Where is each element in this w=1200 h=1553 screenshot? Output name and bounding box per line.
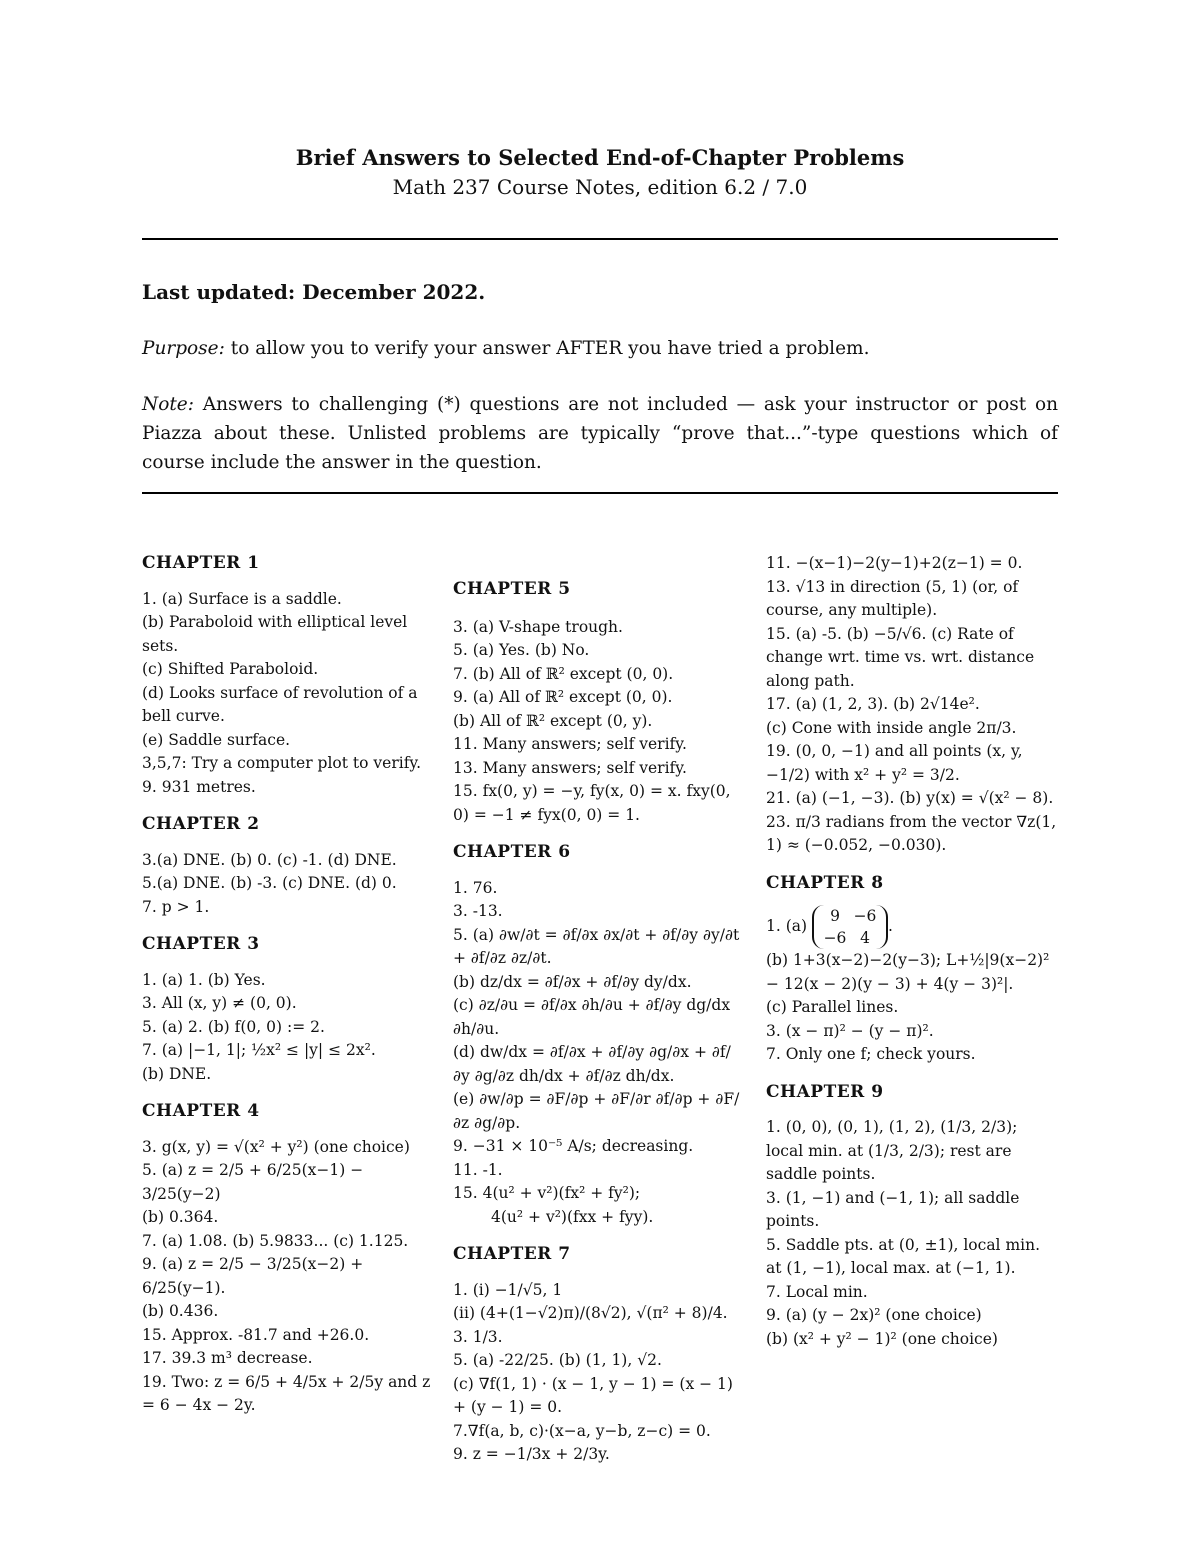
note-text: Answers to challenging (*) questions are not included — ask your instructor or post on Piazza about these. Unlisted problems are typically “prove that...”-type questions which of course include the answer in the question. xyxy=(142,394,1058,473)
ch5-answer: 5. (a) Yes. (b) No. xyxy=(453,641,590,659)
ch4-answer: 15. Approx. -81.7 and +26.0. xyxy=(142,1325,370,1344)
ch7-answer: 7.∇f(a, b, c)·(x−a, y−b, z−c) = 0. xyxy=(453,1421,711,1440)
ch6-answer: (d) dw/dx = ∂f/∂x + ∂f/∂y ∂g/∂x + ∂f/∂y ∂g/∂z dh/dx + ∂f/∂z dh/dx. xyxy=(453,1043,731,1085)
ch2-answer: 3.(a) DNE. (b) 0. (c) -1. (d) DNE. xyxy=(142,850,397,869)
ch4-answer: 17. 39.3 m³ decrease. xyxy=(142,1349,313,1367)
ch6-answer: 4(u² + v²)(fxx + fyy). xyxy=(491,1207,654,1226)
column-3 xyxy=(766,552,1058,1351)
ch7-answer: 13. √13 in direction (5, 1) (or, of course, any multiple). xyxy=(766,577,1019,619)
ch6-answer: 5. (a) ∂w/∂t = ∂f/∂x ∂x/∂t + ∂f/∂y ∂y/∂t + ∂f/∂z ∂z/∂t. xyxy=(453,925,740,967)
note-label: Note: xyxy=(142,394,194,415)
ch6-answer: 15. 4(u² + v²)(fx² + fy²); xyxy=(453,1184,641,1202)
ch4-answer: (b) 0.364. xyxy=(142,1208,219,1226)
ch4-answer: (b) 0.436. xyxy=(142,1302,219,1320)
document-title: Brief Answers to Selected End-of-Chapter Problems xyxy=(295,145,905,170)
ch4-answer: 7. (a) 1.08. (b) 5.9833... (c) 1.125. xyxy=(142,1231,409,1250)
ch6-answer: 9. −31 × 10⁻⁵ A/s; decreasing. xyxy=(453,1137,694,1155)
ch4-answer: 3. g(x, y) = √(x² + y²) (one choice) xyxy=(142,1137,410,1156)
ch5-answer: 7. (b) All of ℝ² except (0, 0). xyxy=(453,664,674,683)
ch6-answer: 1. 76. xyxy=(453,878,498,897)
ch8-answer: (c) Parallel lines. xyxy=(766,998,899,1016)
ch1-answer: (b) Paraboloid with elliptical level sets. xyxy=(142,613,408,655)
ch4-answer: 5. (a) z = 2/5 + 6/25(x−1) − 3/25(y−2) xyxy=(142,1161,364,1203)
ch8-answer: 1. (a) 9 −6 −6 4. xyxy=(766,907,893,947)
chapter-1-heading: CHAPTER 1 xyxy=(142,553,260,573)
matrix-entry: 9 xyxy=(830,907,840,925)
ch7-answer: 15. (a) -5. (b) −5/√6. (c) Rate of change wrt. time vs. wrt. distance along path. xyxy=(766,624,1035,690)
ch7-answer: 1. (i) −1/√5, 1 xyxy=(453,1280,563,1299)
matrix-entry: −6 xyxy=(823,929,847,947)
ch1-answer: (d) Looks surface of revolution of a bell curve. xyxy=(142,683,418,725)
matrix xyxy=(812,905,888,949)
ch7-answer: (c) ∇f(1, 1) · (x − 1, y − 1) = (x − 1) + (y − 1) = 0. xyxy=(453,1374,733,1416)
chapter-9-heading: CHAPTER 9 xyxy=(766,1081,884,1102)
chapter-3-heading: CHAPTER 3 xyxy=(142,934,260,954)
last-updated: Last updated: December 2022. xyxy=(142,280,486,304)
document-subtitle: Math 237 Course Notes, edition 6.2 / 7.0 xyxy=(392,175,808,199)
chapter-5-heading: CHAPTER 5 xyxy=(453,579,571,599)
ch7-answer: 19. (0, 0, −1) and all points (x, y, −1/2) with x² + y² = 3/2. xyxy=(766,742,1023,784)
ch7-answer: 21. (a) (−1, −3). (b) y(x) = √(x² − 8). xyxy=(766,789,1054,807)
chapter-7-heading: CHAPTER 7 xyxy=(453,1244,571,1264)
ch5-answer: 9. (a) All of ℝ² except (0, 0). xyxy=(453,688,673,706)
ch1-answer: 9. 931 metres. xyxy=(142,777,256,796)
purpose-text: to allow you to verify your answer AFTER you have tried a problem. xyxy=(224,338,870,359)
ch1-answer: (c) Shifted Paraboloid. xyxy=(142,660,319,678)
ch9-answer: 7. Local min. xyxy=(766,1282,868,1301)
ch9-answer: 9. (a) (y − 2x)² (one choice) xyxy=(766,1306,982,1324)
ch9-answer: 1. (0, 0), (0, 1), (1, 2), (1/3, 2/3); local min. at (1/3, 2/3); rest are saddle points. xyxy=(766,1118,1018,1183)
bottom-divider xyxy=(142,492,1058,494)
ch9-answer: 5. Saddle pts. at (0, ±1), local min. at (1, −1), local max. at (−1, 1). xyxy=(766,1235,1041,1277)
ch7-answer: 5. (a) -22/25. (b) (1, 1), √2. xyxy=(453,1351,662,1369)
ch7-answer: 17. (a) (1, 2, 3). (b) 2√14e². xyxy=(766,695,980,713)
ch3-answer: 3. All (x, y) ≠ (0, 0). xyxy=(142,994,297,1012)
top-divider xyxy=(142,238,1058,240)
chapter-8-heading: CHAPTER 8 xyxy=(766,872,884,893)
ch1-answer: (e) Saddle surface. xyxy=(142,730,291,749)
ch7-answer: 11. −(x−1)−2(y−1)+2(z−1) = 0. xyxy=(766,554,1023,572)
ch8-answer: 7. Only one f; check yours. xyxy=(766,1045,976,1063)
ch5-answer: 3. (a) V-shape trough. xyxy=(453,617,623,636)
ch6-answer: (e) ∂w/∂p = ∂F/∂p + ∂F/∂r ∂f/∂p + ∂F/∂z ∂g/∂p. xyxy=(453,1090,740,1132)
column-1 xyxy=(142,552,434,1418)
note-paragraph xyxy=(142,390,1058,477)
purpose-paragraph xyxy=(142,334,1058,363)
chapter-6-heading: CHAPTER 6 xyxy=(453,842,571,862)
chapter-2-heading: CHAPTER 2 xyxy=(142,814,260,834)
ch6-answer: 3. -13. xyxy=(453,902,503,920)
ch3-answer: 7. (a) |−1, 1|; ½x² ≤ |y| ≤ 2x². xyxy=(142,1041,376,1059)
ch3-answer: (b) DNE. xyxy=(142,1064,212,1083)
ch5-answer: 11. Many answers; self verify. xyxy=(453,735,687,753)
purpose-label: Purpose: xyxy=(142,338,225,359)
ch4-answer: 19. Two: z = 6/5 + 4/5x + 2/5y and z = 6 − 4x − 2y. xyxy=(142,1372,431,1414)
ch1-answer: 3,5,7: Try a computer plot to verify. xyxy=(142,754,422,772)
ch6-answer: 11. -1. xyxy=(453,1160,503,1179)
ch5-answer: 13. Many answers; self verify. xyxy=(453,758,687,777)
ch9-answer: (b) (x² + y² − 1)² (one choice) xyxy=(766,1329,998,1348)
ch3-answer: 5. (a) 2. (b) f(0, 0) := 2. xyxy=(142,1017,325,1036)
ch2-answer: 7. p > 1. xyxy=(142,897,210,916)
ch5-answer: 15. fx(0, y) = −y, fy(x, 0) = x. fxy(0, 0) = −1 ≠ fyx(0, 0) = 1. xyxy=(453,782,731,824)
matrix-entry: −6 xyxy=(853,907,877,925)
ch4-answer: 9. (a) z = 2/5 − 3/25(x−2) + 6/25(y−1). xyxy=(142,1255,364,1297)
ch5-answer: (b) All of ℝ² except (0, y). xyxy=(453,711,653,730)
ch9-answer: 3. (1, −1) and (−1, 1); all saddle points. xyxy=(766,1188,1020,1230)
ch8-answer: 3. (x − π)² − (y − π)². xyxy=(766,1021,934,1040)
matrix-entry: 4 xyxy=(860,929,870,947)
ch6-answer: (b) dz/dx = ∂f/∂x + ∂f/∂y dy/dx. xyxy=(453,972,692,991)
ch7-answer: (c) Cone with inside angle 2π/3. xyxy=(766,718,1017,737)
ch1-answer: 1. (a) Surface is a saddle. xyxy=(142,589,342,608)
ch7-answer: 23. π/3 radians from the vector ∇z(1, 1) ≈ (−0.052, −0.030). xyxy=(766,812,1057,854)
ch7-answer: 9. z = −1/3x + 2/3y. xyxy=(453,1445,610,1463)
ch2-answer: 5.(a) DNE. (b) -3. (c) DNE. (d) 0. xyxy=(142,874,397,892)
ch3-answer: 1. (a) 1. (b) Yes. xyxy=(142,970,266,989)
column-2 xyxy=(453,578,745,1467)
ch6-answer: (c) ∂z/∂u = ∂f/∂x ∂h/∂u + ∂f/∂y dg/dx ∂h/∂u. xyxy=(453,996,731,1038)
ch8-answer-label: 1. (a) xyxy=(766,917,808,935)
ch7-answer: (ii) (4+(1−√2)π)/(8√2), √(π² + 8)/4. 3. 1/3. xyxy=(453,1304,728,1346)
ch8-answer: (b) 1+3(x−2)−2(y−3); L+½|9(x−2)² − 12(x − 2)(y − 3) + 4(y − 3)²|. xyxy=(766,951,1050,993)
chapter-4-heading: CHAPTER 4 xyxy=(142,1101,260,1121)
